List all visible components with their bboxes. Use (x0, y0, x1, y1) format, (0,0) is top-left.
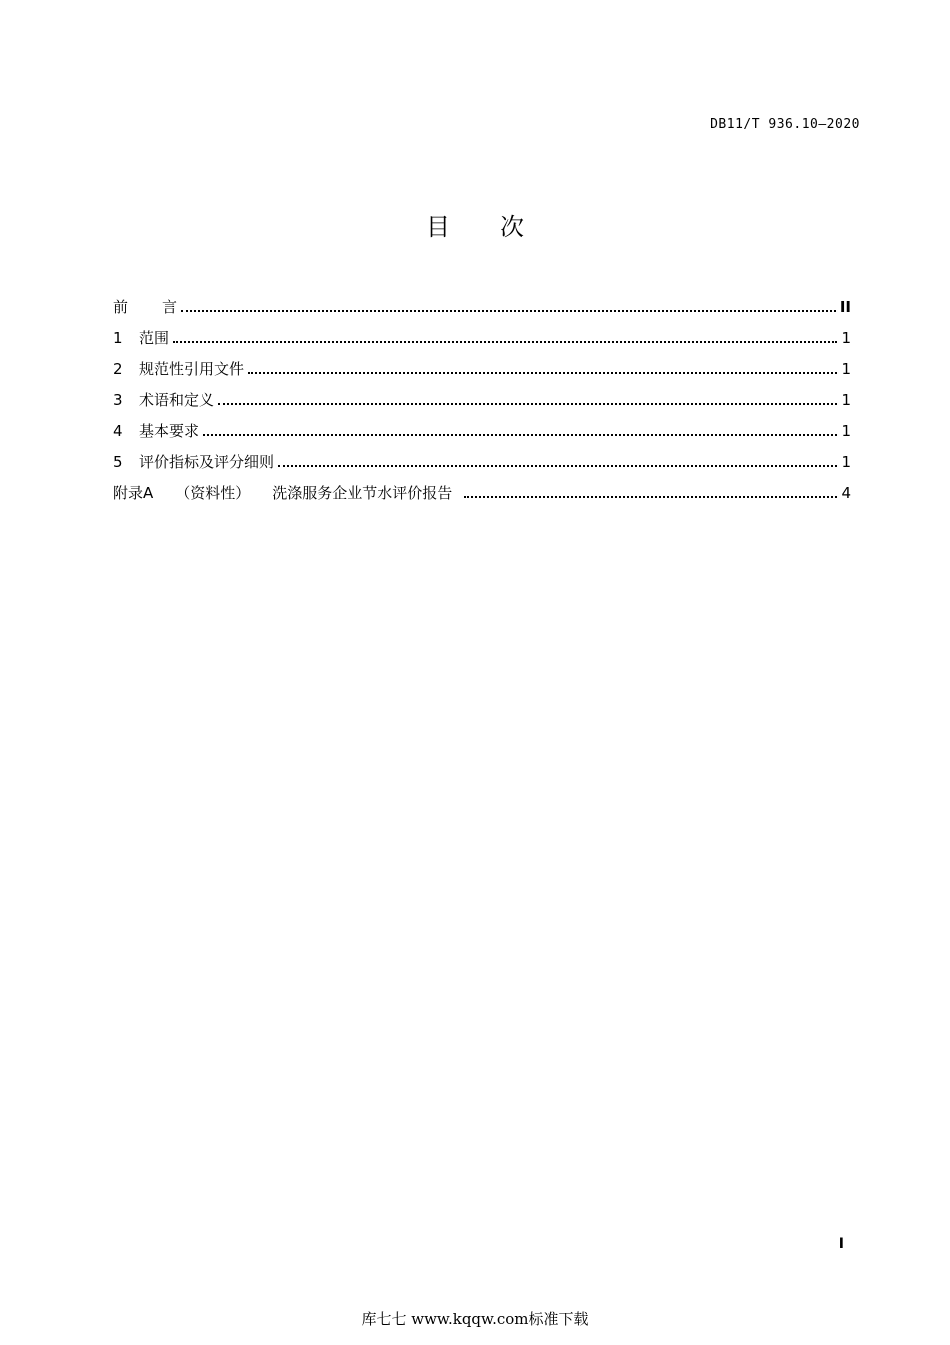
toc-entry-normative-references[interactable] (113, 348, 851, 379)
toc-entry-basic-requirements[interactable] (113, 410, 851, 441)
annex-prefix: 附录A (113, 484, 154, 502)
annex-title: 洗涤服务企业节水评价报告 (272, 484, 453, 502)
toc-entry-label: 评价指标及评分细则 (139, 453, 275, 471)
toc-leader (248, 372, 837, 374)
toc-entry-page: 4 (841, 484, 851, 502)
toc-leader (181, 310, 836, 312)
toc-entry-evaluation-indicators[interactable] (113, 441, 851, 472)
toc-annex-label (113, 483, 452, 503)
toc-entry-annex-a[interactable] (113, 472, 851, 503)
toc-entry-number: 4 (113, 422, 123, 440)
footer-watermark: 库七七 www.kqqw.com标准下载 (361, 1310, 589, 1328)
toc-entry-page: 1 (841, 329, 851, 347)
toc-entry-label: 前言 (113, 298, 212, 316)
toc-entry-terms-definitions[interactable] (113, 379, 851, 410)
toc-entry-number: 5 (113, 453, 123, 471)
page-number: I (838, 1236, 844, 1252)
toc-entry-page: 1 (841, 391, 851, 409)
table-of-contents (113, 286, 851, 503)
toc-entry-label: 范围 (139, 329, 170, 347)
toc-leader (173, 341, 837, 343)
toc-entry-page: 1 (841, 422, 851, 440)
toc-leader (203, 434, 837, 436)
toc-entry-page: 1 (841, 360, 851, 378)
toc-entry-page: 1 (841, 453, 851, 471)
toc-entry-number: 1 (113, 329, 123, 347)
toc-entry-scope[interactable] (113, 317, 851, 348)
toc-entry-number: 3 (113, 391, 123, 409)
toc-entry-page: II (839, 298, 851, 316)
toc-leader (278, 465, 837, 467)
toc-leader (218, 403, 837, 405)
toc-entry-label: 基本要求 (139, 422, 200, 440)
annex-type: （资料性） (175, 484, 251, 502)
toc-entry-label: 术语和定义 (139, 391, 215, 409)
toc-title: 目次 (426, 213, 574, 241)
toc-leader (464, 496, 837, 498)
document-code: DB11/T 936.10—2020 (710, 117, 860, 132)
toc-entry-number: 2 (113, 360, 123, 378)
toc-entry-foreword[interactable] (113, 286, 851, 317)
toc-entry-label: 规范性引用文件 (139, 360, 245, 378)
